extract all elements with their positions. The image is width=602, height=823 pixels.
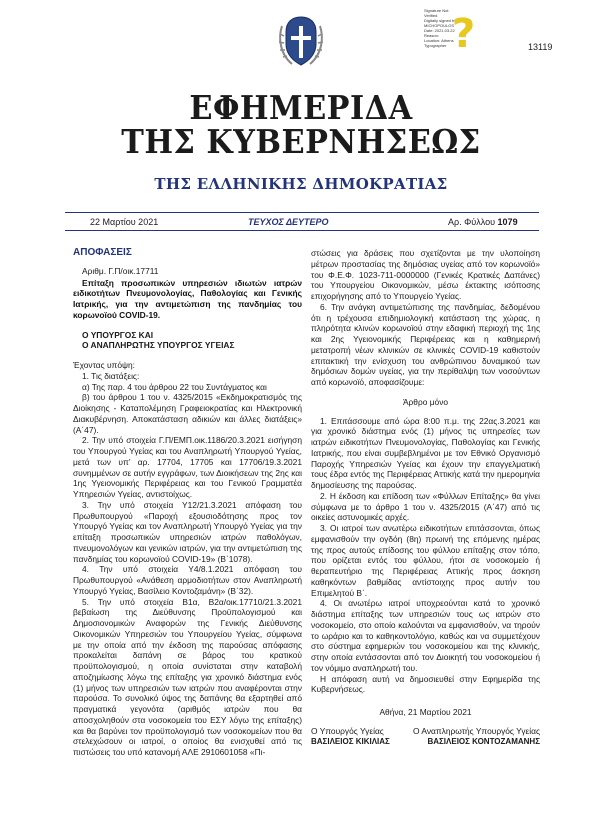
divider	[65, 212, 539, 213]
paragraph: 2. Την υπό στοιχεία Γ.Π/ΕΜΠ.οικ.1186/20.3.2021 εισήγηση του Υπουργού Υγείας και του Αναπληρωτή Υπουργού Υγείας, μετά των υπ’ αρ. 17704, 17705 και 17706/19.3.2021 συνημμένων σε αυτήν εγγράφων, των Διοικήσεων της 2ης και 1ης Υγειονομικής Περιφέρειας και του Γενικού Γραμματέα Υπηρεσιών Υγείας, αντιστοίχως.	[73, 435, 302, 499]
masthead-title-line1: ΕΦΗΜΕΡΙΔΑ	[189, 88, 413, 127]
signatory-names	[311, 737, 540, 748]
signatory-roles	[311, 726, 540, 737]
paragraph: 1. Επιτάσσουμε από ώρα 8:00 π.μ. της 22ας.3.2021 και για χρονικό διάστημα ενός (1) μήνος τις υπηρεσίες των ιατρών ειδικοτήτων Πνευμονολογίας, Παθολογίας και Γενικής Ιατρικής, που είναι συμβεβλημένοι με τον Εθνικό Οργανισμό Παροχής Υπηρεσιών Υγείας και έχουν την επαγγελματική τους έδρα εντός της Περιφέρειας Αττικής κατά την ημερομηνία δημοσίευσης της παρούσας.	[311, 415, 540, 490]
divider	[65, 230, 539, 231]
minister-heading: Ο ΑΝΑΠΛΗΡΩΤΗΣ ΥΠΟΥΡΓΟΣ ΥΓΕΙΑΣ	[82, 340, 235, 351]
signature-line: Date: 2021.03.22	[424, 28, 455, 33]
paragraph: στώσεις για δράσεις που σχετίζονται με την υλοποίηση μέτρων προστασίας της δημόσιας υγείας από τον κορωνοϊό» του Φ.Ε.Φ. 1023-711-0000000 (Γενικές Κρατικές Δαπάνες) του Υπουργείου Οικονομικών, μέσω έκτακτης ισόποσης επιχορήγησης από το Υπουργείο Υγείας.	[311, 248, 540, 301]
sheet-value: 1079	[497, 217, 518, 227]
paragraph: 6. Την ανάγκη αντιμετώπισης της πανδημίας, δεδομένου ότι η τρέχουσα επιδημιολογική κατάσταση της χώρας, η πληρότητα κλινών κορωνοϊού στην εδαφική περιοχή της 1ης και 2ης Υγειονομικής Περιφέρειας και η καθημερινή μετατροπή νέων κλινικών σε κλινικές COVID-19 καθιστούν επιτακτική την ενίσχυση του ανθρώπινου δυναμικού των δημόσιων δομών υγείας, για την περίθαλψη των νοσούντων από κορωνοϊό, αποφασίζουμε:	[311, 301, 540, 387]
signatory-role-right: Ο Αναπληρωτής Υπουργός Υγείας	[413, 725, 540, 736]
right-column	[311, 248, 540, 747]
paragraph: Έχοντας υπόψη:	[73, 360, 135, 370]
signature-line: Typographer	[424, 43, 447, 48]
signature-line: Location: Athens	[424, 38, 454, 43]
signature-line: Verified	[424, 13, 438, 18]
paragraph: 4. Οι ανωτέρω ιατροί υποχρεούνται κατά το χρονικό διάστημα επίταξης των υπηρεσιών τους ως ιατρών στο νοσοκομείο, στο οποίο καλούνται να εμφανισθούν, να τηρούν το ωράριο και το καθηκοντολόγιο, καθώς και να συμμετέχουν στο σύστημα εφημεριών του νοσοκομείου και της κλινικής, στην οποία εντάσσονται από τον Διοικητή του νοσοκομείου ή τον νόμιμο αναπληρωτή του.	[311, 598, 540, 673]
question-mark-icon[interactable]: ?	[452, 11, 476, 57]
greek-coat-of-arms-icon	[272, 14, 330, 70]
masthead-title-line2: ΤΗΣ ΚΥΒΕΡΝΗΣΕΩΣ	[121, 122, 481, 161]
paragraph: α) Της παρ. 4 του άρθρου 22 του Συντάγματος και	[82, 381, 267, 392]
signature-line: Digitally signed by	[424, 18, 457, 23]
section-title: ΑΠΟΦΑΣΕΙΣ	[73, 247, 132, 258]
paragraph: Η απόφαση αυτή να δημοσιευθεί στην Εφημερίδα της Κυβερνήσεως.	[311, 673, 540, 695]
minister-heading: Ο ΥΠΟΥΡΓΟΣ ΚΑΙ	[82, 329, 154, 340]
issue-date: 22 Μαρτίου 2021	[90, 217, 159, 227]
paragraph: β) του άρθρου 1 του ν. 4325/2015 «Εκδημοκρατισμός της Διοίκησης - Καταπολέμηση Γραφειοκρατίας και Ηλεκτρονική Διακυβέρνηση. Αποκατάσταση αδικιών και άλλες διατάξεις» (Α΄47).	[73, 392, 302, 435]
paragraph: 3. Την υπό στοιχεία Υ12/21.3.2021 απόφαση του Πρωθυπουργού «Παροχή εξουσιοδότησης προς τον Υπουργό Υγείας και τον Αναπληρωτή Υπουργό Υγείας για την επίταξη προσωπικών υπηρεσιών ιατρών παθολόγων, πνευμονολόγων και γενικών ιατρών, για την αντιμετώπιση της πανδημίας του κορωνοϊού COVID-19» (Β΄1078).	[73, 499, 302, 564]
signature-line: Reason:	[424, 33, 439, 38]
sheet-label: Αρ. Φύλλου	[448, 217, 496, 227]
decision-subject: Επίταξη προσωπικών υπηρεσιών ιδιωτών ιατρών ειδικοτήτων Πνευμονολογίας, Παθολογίας και Γενικής Ιατρικής, για την αντιμετώπιση της πανδημίας του κορωνοϊού COVID-19.	[73, 277, 302, 320]
paragraph: 3. Οι ιατροί των ανωτέρω ειδικοτήτων επιτάσσονται, όπως εμφανισθούν την ογδόη (8η) πρωινή της επόμενης ημέρας της προς αυτούς επίδοσης του φύλλου επίταξης στον τόπο, που ορίζεται εντός του φύλλου, ήτοι σε νοσοκομείο ή θεραπευτήριο της Περιφέρειας Αττικής προς άσκηση καθηκόντων βαθμίδας αντίστοιχης προς αυτήν του Επιμελητού Β΄.	[311, 523, 540, 598]
paragraph: 4. Την υπό στοιχεία Υ4/8.1.2021 απόφαση του Πρωθυπουργού «Ανάθεση αρμοδιοτήτων στον Αναπληρωτή Υπουργό Υγείας, Βασίλειο Κοντοζαμάνη» (Β΄32).	[73, 564, 302, 596]
paragraph: 2. Η έκδοση και επίδοση των «Φύλλων Επίταξης» θα γίνει σύμφωνα με το άρθρο 1 του ν. 4325/2015 (Α΄47) από τις οικείες αστυνομικές αρχές.	[311, 490, 540, 523]
article-heading: Άρθρο μόνο	[402, 396, 449, 407]
signature-line: MICHOPOULOS	[424, 23, 455, 28]
paragraph: 1. Τις διατάξεις:	[82, 370, 140, 381]
masthead-subtitle: ΤΗΣ ΕΛΛΗΝΙΚΗΣ ΔΗΜΟΚΡΑΤΙΑΣ	[154, 175, 448, 193]
left-column	[73, 248, 302, 758]
issue-series: ΤΕΥΧΟΣ ΔΕΥΤΕΡΟ	[248, 217, 329, 227]
signature-line: Signature Not	[424, 8, 449, 13]
signatory-name-left: ΒΑΣΙΛΕΙΟΣ ΚΙΚΙΛΙΑΣ	[311, 736, 390, 746]
sheet-number	[448, 217, 518, 227]
signatory-name-right: ΒΑΣΙΛΕΙΟΣ ΚΟΝΤΟΖΑΜΑΝΗΣ	[427, 736, 540, 746]
signatory-role-left: Ο Υπουργός Υγείας	[311, 725, 384, 736]
decision-number: Αριθμ. Γ.Π/οικ.17711	[82, 265, 159, 276]
paragraph: 5. Την υπό στοιχεία Β1α, Β2α/οικ.17710/21.3.2021 βεβαίωση της Διεύθυνσης Προϋπολογισμού και Δημοσιονομικών Αναφορών της Γενικής Διεύθυνσης Οικονομικών Υπηρεσιών του Υπουργείου Υγείας, σύμφωνα με την οποία από την έκδοση της παρούσας απόφασης προκαλείται δαπάνη σε βάρος του κρατικού προϋπολογισμού, η οποία συνίσταται στην καταβολή αποζημίωσης λόγω της επίταξης για χρονικό διάστημα ενός (1) μήνος των υπηρεσιών των ιατρών που αναφέρονται στην παρούσα. Το συνολικό ύψος της δαπάνης θα εξαρτηθεί από πραγματικά γεγονότα (αριθμός ιατρών που θα αποσχοληθούν στα νοσοκομεία του ΕΣΥ λόγω της επίταξης) και θα βαρύνει τον προϋπολογισμό των νοσοκομείων που θα στελεχώσουν οι ιατροί, ο οποίος θα ενισχυθεί από τις πιστώσεις του υπό κατανομή ΑΛΕ 2910601058 «Πι-	[73, 596, 302, 757]
page-number: 13119	[528, 42, 553, 52]
place-date: Αθήνα, 21 Μαρτίου 2021	[379, 707, 472, 717]
